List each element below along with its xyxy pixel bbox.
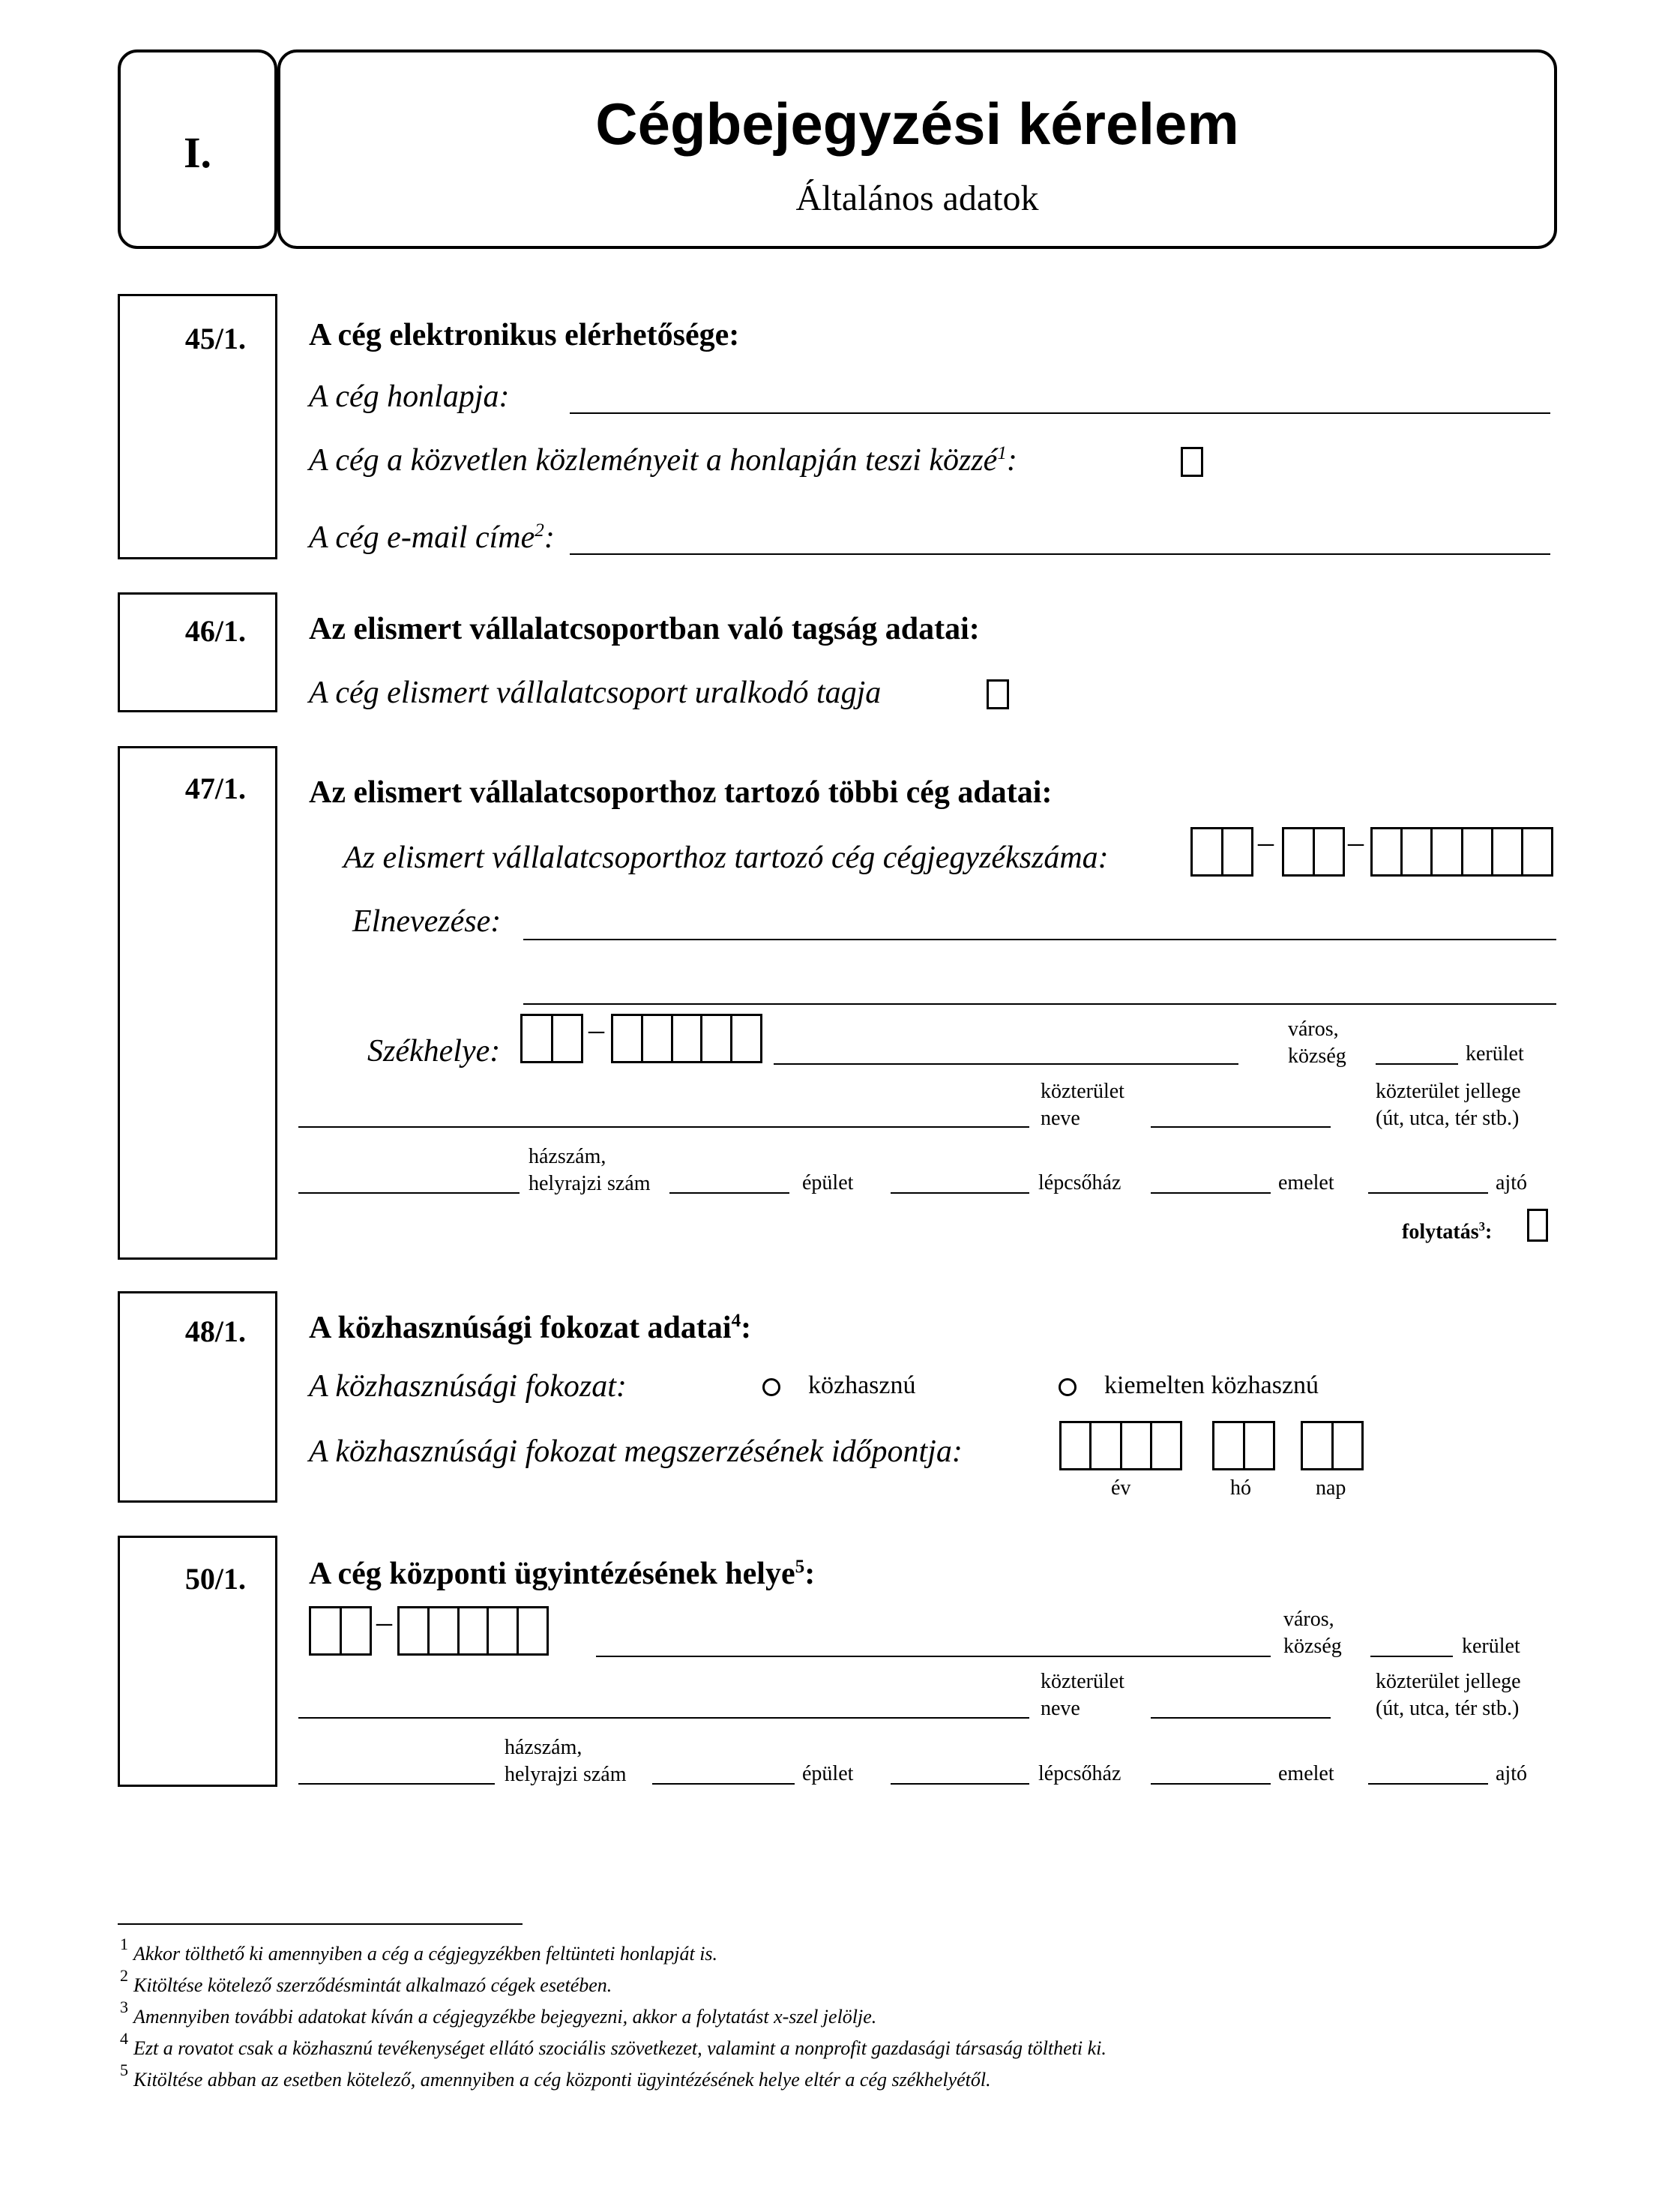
seat-street-name-label: közterület neve — [1041, 1080, 1124, 1130]
hq-door-field[interactable] — [1368, 1783, 1488, 1785]
option-kiemelten-radio[interactable] — [1059, 1378, 1077, 1396]
option-kozhasznu-label: közhasznú — [808, 1371, 916, 1399]
rovat-47-number: 47/1. — [184, 772, 246, 805]
hq-district-label: kerület — [1462, 1635, 1520, 1658]
seat-door-field[interactable] — [1368, 1192, 1488, 1194]
name-field-2[interactable] — [523, 1003, 1556, 1005]
level-label: A közhasznúsági fokozat: — [309, 1369, 627, 1404]
hq-stairs-field[interactable] — [891, 1783, 1029, 1785]
email-label: A cég e-mail címe$^2$: — [309, 520, 555, 555]
seat-zip-dash: – — [588, 1013, 604, 1048]
publishes-checkbox[interactable] — [1181, 447, 1203, 477]
rovat-46-box — [118, 592, 277, 712]
rovat-48-number: 48/1. — [184, 1314, 246, 1348]
hq-house-label: házszám, helyrajzi szám — [505, 1736, 627, 1786]
seat-door-label: ajtó — [1496, 1171, 1527, 1194]
footnote-number: 3 — [120, 1998, 128, 2016]
publishes-label: A cég a közvetlen közleményeit a honlapján teszi közzé$^1$: — [309, 443, 1017, 478]
form-title: Cégbejegyzési kérelem — [595, 91, 1239, 157]
rovat-48-heading: A közhasznúsági fokozat adatai$^4$: — [309, 1311, 752, 1345]
hq-floor-label: emelet — [1278, 1762, 1334, 1785]
seat-stairs-label: lépcsőház — [1038, 1171, 1121, 1194]
hq-street-type-label: közterület jellege (út, utca, tér stb.) — [1376, 1670, 1521, 1720]
date-label: A közhasznúsági fokozat megszerzésének időpontja: — [309, 1434, 963, 1469]
continue-label: folytatás$^3$: — [1402, 1219, 1493, 1244]
seat-floor-label: emelet — [1278, 1171, 1334, 1194]
email-field[interactable] — [570, 553, 1550, 555]
option-kozhasznu-radio[interactable] — [762, 1378, 780, 1396]
seat-floor-field[interactable] — [1151, 1192, 1271, 1194]
date-year-cells[interactable] — [1059, 1421, 1182, 1470]
hq-house-field[interactable] — [298, 1783, 495, 1785]
section-number: I. — [183, 128, 212, 177]
regnum-part1[interactable] — [1190, 827, 1253, 877]
seat-house-label: házszám, helyrajzi szám — [529, 1145, 651, 1195]
date-month-cells[interactable] — [1212, 1421, 1275, 1470]
hq-district-field[interactable] — [1370, 1656, 1453, 1657]
seat-street-name-field[interactable] — [298, 1126, 1029, 1128]
hq-zip-dash: – — [376, 1605, 392, 1640]
footnote-text: Ezt a rovatot csak a közhasznú tevékenységet ellátó szociális szövetkezet, valamint a nonprofit gazdasági társaság töltheti ki. — [133, 2037, 1107, 2059]
rovat-47-box — [118, 746, 277, 1260]
hq-street-name-field[interactable] — [298, 1717, 1029, 1719]
homepage-field[interactable] — [570, 412, 1550, 414]
seat-zip-part2[interactable] — [611, 1014, 762, 1063]
date-day-cells[interactable] — [1301, 1421, 1364, 1470]
rovat-50-number: 50/1. — [184, 1562, 246, 1596]
rovat-46-heading: Az elismert vállalatcsoportban való tagság adatai: — [309, 612, 980, 646]
rovat-45-heading: A cég elektronikus elérhetősége: — [309, 318, 740, 352]
hq-stairs-label: lépcsőház — [1038, 1762, 1121, 1785]
seat-street-type-field[interactable] — [1151, 1126, 1331, 1128]
form-subtitle: Általános adatok — [795, 178, 1039, 218]
regnum-label: Az elismert vállalatcsoporthoz tartozó cég cégjegyzékszáma: — [343, 841, 1109, 875]
dominant-label: A cég elismert vállalatcsoport uralkodó tagja — [309, 676, 882, 710]
footnote-number: 2 — [120, 1966, 128, 1985]
homepage-label: A cég honlapja: — [309, 379, 510, 414]
regnum-part2[interactable] — [1282, 827, 1345, 877]
hq-door-label: ajtó — [1496, 1762, 1527, 1785]
footnote-number: 5 — [120, 2061, 128, 2079]
name-label: Elnevezése: — [352, 904, 502, 939]
hq-building-label: épület — [802, 1762, 854, 1785]
seat-house-field[interactable] — [298, 1192, 520, 1194]
hq-street-name-label: közterület neve — [1041, 1670, 1124, 1720]
name-field-1[interactable] — [523, 939, 1556, 940]
hq-city-field[interactable] — [596, 1656, 1271, 1657]
hq-zip-part1[interactable] — [309, 1606, 372, 1656]
hq-floor-field[interactable] — [1151, 1783, 1271, 1785]
dominant-checkbox[interactable] — [987, 679, 1009, 709]
footnote-number: 1 — [120, 1935, 128, 1953]
date-day-label: nap — [1316, 1476, 1346, 1500]
rovat-47-heading: Az elismert vállalatcsoporthoz tartozó többi cég adatai: — [309, 775, 1053, 810]
hq-city-label: város, község — [1283, 1608, 1342, 1658]
seat-district-label: kerület — [1466, 1042, 1524, 1066]
footnote-text: Kitöltése abban az esetben kötelező, amennyiben a cég központi ügyintézésének helye eltér a cég székhelyétől. — [133, 2069, 991, 2091]
footnote-text: Amennyiben további adatokat kíván a cégjegyzékbe bejegyezni, akkor a folytatást x-szel jelölje. — [133, 2006, 877, 2028]
hq-building-field[interactable] — [652, 1783, 795, 1785]
footnote-number: 4 — [120, 2029, 128, 2048]
date-month-label: hó — [1230, 1476, 1251, 1500]
continue-checkbox[interactable] — [1527, 1209, 1548, 1242]
footnote-text: Kitöltése kötelező szerződésmintát alkalmazó cégek esetében. — [133, 1974, 612, 1996]
regnum-dash2: – — [1348, 826, 1364, 860]
seat-label: Székhelye: — [367, 1034, 501, 1069]
date-year-label: év — [1111, 1476, 1131, 1500]
rovat-46-number: 46/1. — [184, 614, 246, 648]
footnote-separator — [118, 1923, 523, 1925]
regnum-dash1: – — [1258, 826, 1274, 860]
seat-city-field[interactable] — [774, 1063, 1238, 1065]
seat-street-type-label: közterület jellege (út, utca, tér stb.) — [1376, 1080, 1521, 1130]
rovat-50-heading: A cég központi ügyintézésének helye$^5$: — [309, 1557, 816, 1591]
hq-zip-part2[interactable] — [397, 1606, 549, 1656]
seat-building-label: épület — [802, 1171, 854, 1194]
option-kiemelten-label: kiemelten közhasznú — [1104, 1371, 1319, 1399]
seat-stairs-field[interactable] — [891, 1192, 1029, 1194]
seat-building-field[interactable] — [669, 1192, 789, 1194]
rovat-45-number: 45/1. — [184, 322, 246, 355]
hq-street-type-field[interactable] — [1151, 1717, 1331, 1719]
regnum-part3[interactable] — [1370, 827, 1553, 877]
seat-zip-part1[interactable] — [520, 1014, 583, 1063]
seat-city-label: város, község — [1288, 1018, 1346, 1068]
seat-district-field[interactable] — [1376, 1063, 1458, 1065]
footnote-text: Akkor tölthető ki amennyiben a cég a cégjegyzékben feltünteti honlapját is. — [133, 1943, 718, 1965]
